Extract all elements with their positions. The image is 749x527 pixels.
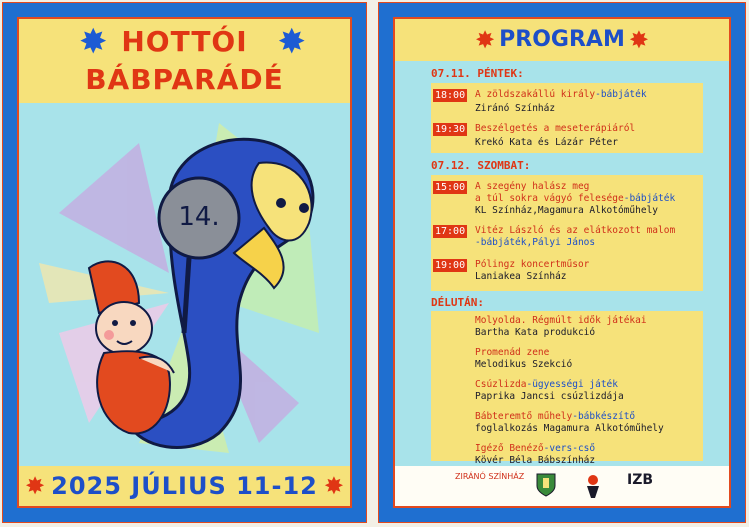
- event-title: Pólingz koncertműsor: [475, 259, 590, 270]
- zirano-logo: ZIRÁNÓ SZÍNHÁZ: [455, 472, 525, 481]
- poster-title-line1: HOTTÓI: [121, 25, 248, 58]
- activity-performer: Paprika Jancsi csúzlizdája: [475, 391, 624, 402]
- program-title-box: [395, 19, 729, 61]
- program-title: PROGRAM: [499, 27, 625, 52]
- event-date: 2025 JÚLIUS 11-12: [51, 472, 318, 500]
- event-performer: KL Színház,Magamura Alkotóműhely: [475, 205, 659, 216]
- activity-title: Molyolda. Régmúlt idők játékai: [475, 315, 647, 326]
- event-performer: Ziránó Színház: [475, 103, 556, 114]
- afternoon-heading: DÉLUTÁN:: [431, 296, 484, 309]
- event-title: A szegény halász meg: [475, 181, 590, 192]
- poster-inner: [19, 19, 350, 506]
- star-icon: ✸: [277, 22, 306, 62]
- izb-logo: IZB: [627, 472, 654, 488]
- event-title: Beszélgetés a meseterápiáról: [475, 123, 636, 134]
- puppet-illustration: [19, 103, 352, 468]
- poster-title-line2: BÁBPARÁDÉ: [85, 63, 284, 96]
- puppet-logo: [581, 472, 605, 500]
- star-icon: ✸: [628, 26, 649, 54]
- event-time: 19:00: [435, 260, 466, 271]
- event-title-line2: a túl sokra vágyó felesége-bábjáték: [475, 193, 676, 204]
- day1-block: [431, 83, 703, 153]
- event-title-line2: -bábjáték,Pályi János: [475, 237, 596, 248]
- star-icon: ✸: [79, 22, 108, 62]
- event-performer: Krekó Kata és Lázár Péter: [475, 137, 618, 148]
- edition-number: 14.: [178, 202, 220, 232]
- activity-performer: foglalkozás Magamura Alkotóműhely: [475, 423, 664, 434]
- activity-performer: Kövér Béla Bábszínház: [475, 455, 596, 466]
- activity-title: Bábteremtő műhely-bábkészítő: [475, 411, 636, 422]
- activity-title: Igéző Benéző-vers-cső: [475, 443, 596, 454]
- day2-heading: 07.12. SZOMBAT:: [431, 159, 531, 172]
- day2-block: [431, 175, 703, 291]
- poster-illustration: [19, 103, 350, 466]
- program-panel: [378, 2, 746, 523]
- event-performer: Laniakea Színház: [475, 271, 567, 282]
- event-title: A zöldszakállú király-bábjáték: [475, 89, 647, 100]
- activity-title: Csúzlizda-ügyességi játék: [475, 379, 618, 390]
- afternoon-block: [431, 311, 703, 466]
- star-icon: ✸: [25, 472, 46, 500]
- activity-title: Promenád zene: [475, 347, 550, 358]
- activity-performer: Bartha Kata produkció: [475, 327, 596, 338]
- activity-performer: Melodikus Szekció: [475, 359, 573, 370]
- star-icon: ✸: [323, 472, 344, 500]
- title-box: [19, 19, 350, 103]
- event-title: Vitéz László és az elátkozott malom: [475, 225, 676, 236]
- date-box: [19, 466, 350, 506]
- event-time: 15:00: [435, 182, 466, 193]
- sponsor-logos: [395, 466, 729, 506]
- program-inner: [395, 19, 729, 506]
- poster-panel: [2, 2, 367, 523]
- event-time: 18:00: [435, 90, 466, 101]
- event-time: 17:00: [435, 226, 466, 237]
- day1-heading: 07.11. PÉNTEK:: [431, 67, 524, 80]
- event-time: 19:30: [435, 124, 466, 135]
- star-icon: ✸: [475, 26, 496, 54]
- crest-logo: [535, 472, 557, 498]
